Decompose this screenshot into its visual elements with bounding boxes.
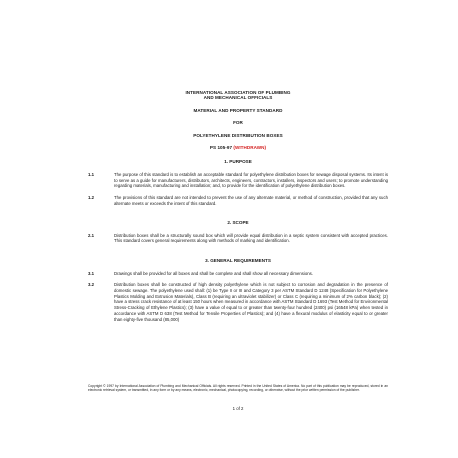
paragraph-text: Drawings shall be provided for all boxes and shall be complete and shall show all necessary dimensions. — [114, 270, 313, 276]
paragraph-number: 1.2 — [88, 194, 94, 200]
doc-type-heading: MATERIAL AND PROPERTY STANDARD — [193, 107, 283, 113]
for-label: FOR — [233, 120, 243, 126]
section-title-scope: 2. SCOPE — [227, 220, 249, 226]
section-title-purpose: 1. PURPOSE — [224, 159, 252, 165]
withdrawn-status: (WITHDRAWN) — [233, 145, 267, 151]
org-name-line1: INTERNATIONAL ASSOCIATION OF PLUMBING — [185, 90, 291, 95]
paragraph-number: 2.1 — [88, 232, 94, 238]
paragraph-number: 3.2 — [88, 282, 94, 288]
doc-subject-heading: POLYETHYLENE DISTRIBUTION BOXES — [193, 132, 283, 138]
document-page — [88, 90, 388, 420]
page-number: 1 of 2 — [232, 406, 244, 411]
paragraph-text: Distribution boxes shall be constructed of high density polyethylene which is not subject to corrosion and degradation in the presence of domestic sewage. The polyethylene used shall: (1) be Type II or III and Category 3 per ASTM Standard D 1248 (Specification for Polyethylene Plastics Molding and Extrusion Materials), Class B (requiring an ultraviolet stabilizer) or Class C (requiring a minimum of 2% carbon black); (2) have a stress crack resistance of at least 150 hours when measured in accordance with ASTM Standard D 1693 (Test Method for Environmental Stress-Cracking of Ethylene Plastics); (3) have a value of equal to or greater than twenty-four hundred (2400) psi (16548 kPa) when tested in accordance with ASTM D 638 (Test Method for Tensile Properties of Plastics); and (4) have a flexural modulus of elasticity equal to or greater than eighty-five thousand (85,000) — [114, 282, 388, 322]
paragraph-number: 1.1 — [88, 171, 94, 177]
paragraph-number: 3.1 — [88, 270, 94, 276]
paragraph-text: The purpose of this standard is to establish an acceptable standard for polyethylene distribution boxes for sewage disposal systems. Its intent is to serve as a guide for manufacturers, distributors, architects, engineers, contractors, installers, inspectors and users; to promote understanding regarding materials, manufacturing and installation; and, to provide for the identification of polyethylene distribution boxes. — [114, 171, 388, 189]
paragraph-3-2 — [88, 282, 388, 322]
paragraph-text: Distribution boxes shall be a structurally sound box which will provide equal distribution in a septic system consistent with accepted practices. This standard covers general requirements along with methods of marking and identification. — [114, 232, 388, 244]
standard-number: PS 105-97 — [209, 145, 233, 151]
paragraph-2-1 — [88, 233, 388, 244]
paragraph-text: The provisions of this standard are not intended to prevent the use of any alternate material, or method of construction, provided that any such alternate meets or exceeds the intent of this standard. — [114, 194, 388, 206]
paragraph-1-1 — [88, 172, 388, 189]
standard-number-line — [88, 145, 388, 150]
paragraph-1-2 — [88, 195, 388, 206]
org-name-line2: AND MECHANICAL OFFICIALS — [203, 95, 273, 101]
copyright-notice: Copyright © 1997 by International Association of Plumbing and Mechanical Officials. All rights reserved. Printed in the United States of America. No part of this publication may be reproduced, stored in an electronic retrieval system, or transmitted, in any form or by any means, electronic, mechanical, photocopying, recording, or otherwise, without the prior written permission of the publisher. — [88, 384, 388, 393]
paragraph-3-1 — [88, 271, 388, 277]
section-title-general-requirements: 3. GENERAL REQUIREMENTS — [205, 258, 271, 264]
